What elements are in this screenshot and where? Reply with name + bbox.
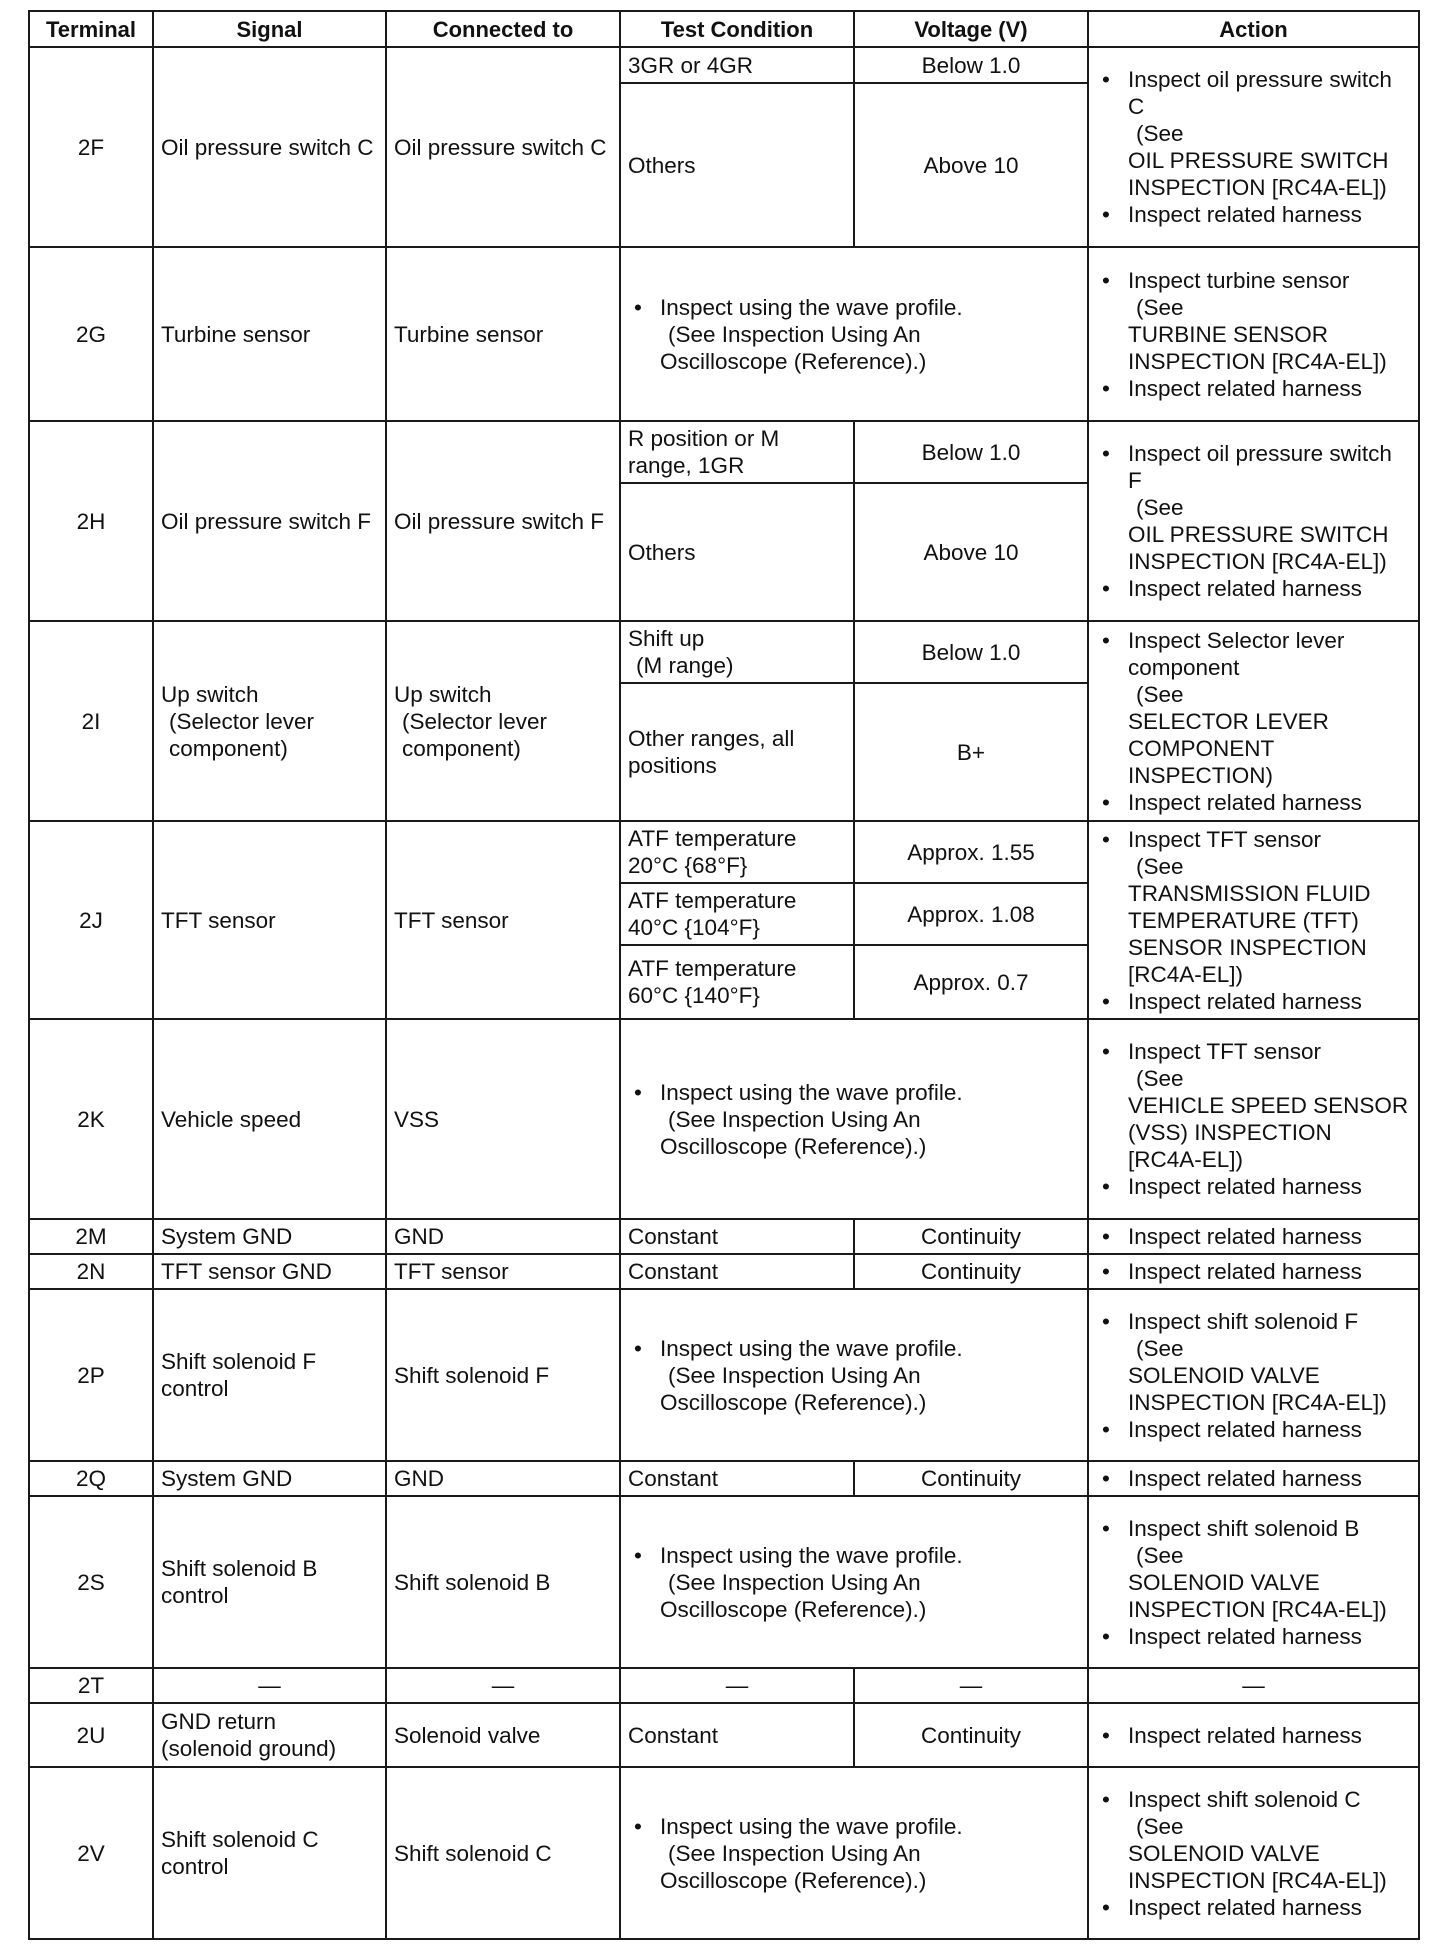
action-cell — [1088, 247, 1419, 421]
action-item: • Inspect related harness — [1096, 1722, 1411, 1749]
voltage-cell: Below 1.0 — [854, 621, 1088, 683]
table-row — [29, 47, 1419, 83]
header-signal: Signal — [153, 11, 386, 47]
voltage-cell: Below 1.0 — [854, 421, 1088, 483]
terminal-voltage-table — [28, 10, 1420, 1940]
action-cell — [1088, 1461, 1419, 1496]
table-row — [29, 1289, 1419, 1461]
signal-cell: System GND — [153, 1461, 386, 1496]
terminal-cell: 2H — [29, 421, 153, 621]
action-item: • Inspect shift solenoid F (See SOLENOID VALVE INSPECTION [RC4A-EL]) — [1096, 1308, 1411, 1416]
table-row — [29, 247, 1419, 421]
terminal-cell: 2Q — [29, 1461, 153, 1496]
connected-cell: GND — [386, 1461, 620, 1496]
wave-profile-cell: • Inspect using the wave profile. (See Inspection Using An Oscilloscope (Reference).) — [620, 247, 1088, 421]
voltage-cell: Above 10 — [854, 483, 1088, 621]
header-terminal: Terminal — [29, 11, 153, 47]
action-item: • Inspect related harness — [1096, 1465, 1411, 1492]
action-cell — [1088, 1254, 1419, 1289]
voltage-cell: Below 1.0 — [854, 47, 1088, 83]
empty-dash: — — [153, 1668, 386, 1703]
signal-cell: Oil pressure switch C — [153, 47, 386, 247]
action-item: • Inspect related harness — [1096, 988, 1411, 1015]
wave-profile-cell: • Inspect using the wave profile. (See Inspection Using An Oscilloscope (Reference).) — [620, 1496, 1088, 1668]
signal-cell: GND return (solenoid ground) — [153, 1703, 386, 1767]
action-item: • Inspect oil pressure switch F (See OIL PRESSURE SWITCH INSPECTION [RC4A-EL]) — [1096, 440, 1411, 575]
action-item: • Inspect oil pressure switch C (See OIL PRESSURE SWITCH INSPECTION [RC4A-EL]) — [1096, 66, 1411, 201]
connected-cell: Up switch (Selector lever component) — [386, 621, 620, 821]
terminal-cell: 2K — [29, 1019, 153, 1219]
header-test-condition: Test Condition — [620, 11, 854, 47]
connected-cell: Shift solenoid F — [386, 1289, 620, 1461]
terminal-cell: 2M — [29, 1219, 153, 1254]
voltage-cell: Above 10 — [854, 83, 1088, 247]
action-cell — [1088, 821, 1419, 1019]
condition-cell: Shift up (M range) — [620, 621, 854, 683]
terminal-cell: 2S — [29, 1496, 153, 1668]
terminal-cell: 2F — [29, 47, 153, 247]
voltage-cell: Continuity — [854, 1703, 1088, 1767]
voltage-cell: Approx. 0.7 — [854, 945, 1088, 1019]
table-row — [29, 1019, 1419, 1219]
table-row — [29, 1767, 1419, 1939]
action-cell — [1088, 1496, 1419, 1668]
table-row — [29, 421, 1419, 483]
empty-dash: — — [386, 1668, 620, 1703]
table-row — [29, 1461, 1419, 1496]
voltage-cell: Continuity — [854, 1254, 1088, 1289]
action-item: • Inspect Selector lever component (See SELECTOR LEVER COMPONENT INSPECTION) — [1096, 627, 1411, 789]
condition-cell: R position or M range, 1GR — [620, 421, 854, 483]
signal-cell: System GND — [153, 1219, 386, 1254]
connected-cell: Shift solenoid B — [386, 1496, 620, 1668]
signal-cell: Shift solenoid F control — [153, 1289, 386, 1461]
condition-cell: Constant — [620, 1254, 854, 1289]
signal-cell: Shift solenoid C control — [153, 1767, 386, 1939]
wave-profile-cell: • Inspect using the wave profile. (See Inspection Using An Oscilloscope (Reference).) — [620, 1767, 1088, 1939]
condition-cell: Constant — [620, 1703, 854, 1767]
empty-dash: — — [1088, 1668, 1419, 1703]
voltage-cell: B+ — [854, 683, 1088, 821]
terminal-cell: 2G — [29, 247, 153, 421]
condition-cell: ATF temperature 60°C {140°F} — [620, 945, 854, 1019]
signal-cell: Up switch (Selector lever component) — [153, 621, 386, 821]
action-item: • Inspect TFT sensor (See TRANSMISSION FLUID TEMPERATURE (TFT) SENSOR INSPECTION [RC4A-EL]) — [1096, 826, 1411, 988]
table-row — [29, 1668, 1419, 1703]
action-item: • Inspect TFT sensor (See VEHICLE SPEED SENSOR (VSS) INSPECTION [RC4A-EL]) — [1096, 1038, 1411, 1173]
action-item: • Inspect related harness — [1096, 375, 1411, 402]
signal-cell: Vehicle speed — [153, 1019, 386, 1219]
condition-cell: Constant — [620, 1461, 854, 1496]
header-voltage: Voltage (V) — [854, 11, 1088, 47]
connected-cell: Shift solenoid C — [386, 1767, 620, 1939]
condition-cell: Others — [620, 83, 854, 247]
action-item: • Inspect related harness — [1096, 1258, 1411, 1285]
terminal-cell: 2N — [29, 1254, 153, 1289]
action-cell — [1088, 1019, 1419, 1219]
condition-cell: Constant — [620, 1219, 854, 1254]
table-row — [29, 821, 1419, 883]
connected-cell: TFT sensor — [386, 1254, 620, 1289]
action-item: • Inspect related harness — [1096, 1894, 1411, 1921]
action-cell — [1088, 1703, 1419, 1767]
terminal-cell: 2T — [29, 1668, 153, 1703]
action-cell — [1088, 1289, 1419, 1461]
empty-dash: — — [620, 1668, 854, 1703]
condition-cell: 3GR or 4GR — [620, 47, 854, 83]
condition-cell: ATF temperature 40°C {104°F} — [620, 883, 854, 945]
action-cell — [1088, 621, 1419, 821]
signal-cell: Turbine sensor — [153, 247, 386, 421]
terminal-cell: 2J — [29, 821, 153, 1019]
header-row — [29, 11, 1419, 47]
signal-cell: TFT sensor GND — [153, 1254, 386, 1289]
action-item: • Inspect related harness — [1096, 575, 1411, 602]
action-item: • Inspect turbine sensor (See TURBINE SENSOR INSPECTION [RC4A-EL]) — [1096, 267, 1411, 375]
signal-cell: TFT sensor — [153, 821, 386, 1019]
connected-cell: TFT sensor — [386, 821, 620, 1019]
voltage-cell: Continuity — [854, 1219, 1088, 1254]
table-row — [29, 621, 1419, 683]
connected-cell: GND — [386, 1219, 620, 1254]
action-item: • Inspect related harness — [1096, 1223, 1411, 1250]
action-cell — [1088, 47, 1419, 247]
table-row — [29, 1703, 1419, 1767]
connected-cell: Solenoid valve — [386, 1703, 620, 1767]
condition-cell: Other ranges, all positions — [620, 683, 854, 821]
table-row — [29, 1219, 1419, 1254]
voltage-cell: Continuity — [854, 1461, 1088, 1496]
action-cell — [1088, 1219, 1419, 1254]
terminal-cell: 2I — [29, 621, 153, 821]
header-action: Action — [1088, 11, 1419, 47]
voltage-cell: Approx. 1.08 — [854, 883, 1088, 945]
action-item: • Inspect shift solenoid C (See SOLENOID VALVE INSPECTION [RC4A-EL]) — [1096, 1786, 1411, 1894]
action-cell — [1088, 1767, 1419, 1939]
signal-cell: Oil pressure switch F — [153, 421, 386, 621]
wave-profile-cell: • Inspect using the wave profile. (See Inspection Using An Oscilloscope (Reference).) — [620, 1019, 1088, 1219]
terminal-cell: 2U — [29, 1703, 153, 1767]
action-item: • Inspect related harness — [1096, 1173, 1411, 1200]
action-item: • Inspect related harness — [1096, 1416, 1411, 1443]
empty-dash: — — [854, 1668, 1088, 1703]
connected-cell: Oil pressure switch F — [386, 421, 620, 621]
condition-cell: ATF temperature 20°C {68°F} — [620, 821, 854, 883]
table-row — [29, 1254, 1419, 1289]
terminal-cell: 2V — [29, 1767, 153, 1939]
voltage-cell: Approx. 1.55 — [854, 821, 1088, 883]
connected-cell: VSS — [386, 1019, 620, 1219]
connected-cell: Turbine sensor — [386, 247, 620, 421]
header-connected-to: Connected to — [386, 11, 620, 47]
action-cell — [1088, 421, 1419, 621]
signal-cell: Shift solenoid B control — [153, 1496, 386, 1668]
action-item: • Inspect related harness — [1096, 201, 1411, 228]
action-item: • Inspect shift solenoid B (See SOLENOID VALVE INSPECTION [RC4A-EL]) — [1096, 1515, 1411, 1623]
action-item: • Inspect related harness — [1096, 789, 1411, 816]
wave-profile-cell: • Inspect using the wave profile. (See Inspection Using An Oscilloscope (Reference).) — [620, 1289, 1088, 1461]
terminal-cell: 2P — [29, 1289, 153, 1461]
action-item: • Inspect related harness — [1096, 1623, 1411, 1650]
condition-cell: Others — [620, 483, 854, 621]
table-row — [29, 1496, 1419, 1668]
connected-cell: Oil pressure switch C — [386, 47, 620, 247]
